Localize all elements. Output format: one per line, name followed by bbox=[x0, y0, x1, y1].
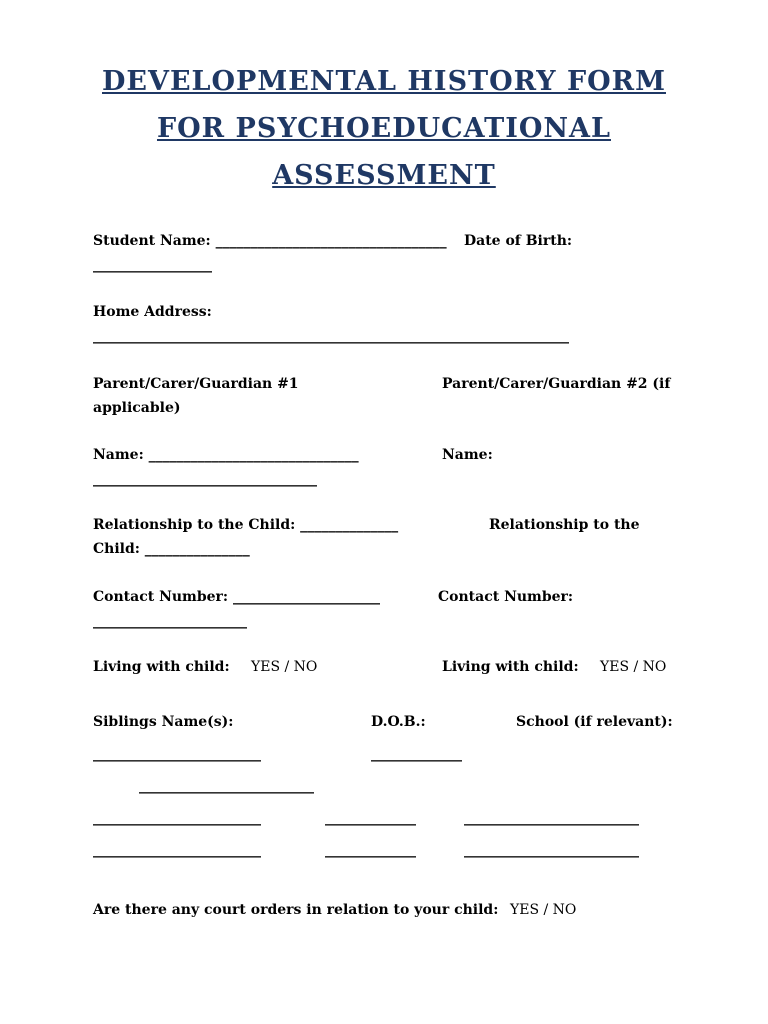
sibling-3-dob-field[interactable]: _____________ bbox=[325, 842, 416, 858]
sibling-2-school-field[interactable]: _________________________ bbox=[464, 810, 639, 826]
parent-1-name-field[interactable]: Name: ______________________________ bbox=[93, 447, 359, 463]
sibling-2-name-field[interactable]: ________________________ bbox=[93, 810, 261, 826]
parent-2-heading-cont: applicable) bbox=[93, 400, 181, 416]
student-name-field[interactable]: Student Name: _________________________________ bbox=[93, 233, 447, 249]
sibling-1-name-field[interactable]: ________________________ bbox=[93, 746, 261, 762]
home-address-field[interactable]: ____________________________________________________________________ bbox=[93, 328, 569, 344]
sibling-1-dob-field[interactable]: _____________ bbox=[371, 746, 462, 762]
date-of-birth-label: Date of Birth: bbox=[464, 233, 573, 249]
parent-1-living-yes-no[interactable]: YES / NO bbox=[251, 659, 318, 675]
home-address-label: Home Address: bbox=[93, 304, 212, 320]
form-title-line-3: ASSESSMENT bbox=[272, 160, 496, 191]
form-title-line-1: DEVELOPMENTAL HISTORY FORM bbox=[102, 66, 666, 97]
parent-2-relationship-field[interactable]: Child: _______________ bbox=[93, 541, 250, 557]
siblings-school-header: School (if relevant): bbox=[516, 714, 673, 730]
siblings-dob-header: D.O.B.: bbox=[371, 714, 426, 730]
parent-2-living-label: Living with child: bbox=[442, 659, 579, 675]
parent-1-living-label: Living with child: bbox=[93, 659, 230, 675]
parent-2-living-yes-no[interactable]: YES / NO bbox=[600, 659, 667, 675]
parent-2-relationship-label: Relationship to the bbox=[489, 517, 640, 533]
sibling-1-school-field[interactable]: _________________________ bbox=[139, 778, 314, 794]
parent-2-heading: Parent/Carer/Guardian #2 (if bbox=[442, 376, 671, 392]
court-orders-yes-no[interactable]: YES / NO bbox=[510, 902, 577, 918]
parent-2-name-label: Name: bbox=[442, 447, 493, 463]
form-title-line-2: FOR PSYCHOEDUCATIONAL bbox=[156, 113, 611, 144]
sibling-2-dob-field[interactable]: _____________ bbox=[325, 810, 416, 826]
date-of-birth-field[interactable]: _________________ bbox=[93, 257, 212, 273]
parent-2-contact-label: Contact Number: bbox=[438, 589, 574, 605]
sibling-3-name-field[interactable]: ________________________ bbox=[93, 842, 261, 858]
siblings-name-header: Siblings Name(s): bbox=[93, 714, 234, 730]
parent-2-name-field[interactable]: ________________________________ bbox=[93, 471, 317, 487]
parent-2-contact-field[interactable]: ______________________ bbox=[93, 613, 247, 629]
sibling-3-school-field[interactable]: _________________________ bbox=[464, 842, 639, 858]
parent-1-relationship-field[interactable]: Relationship to the Child: ______________ bbox=[93, 517, 399, 533]
parent-1-contact-field[interactable]: Contact Number: _____________________ bbox=[93, 589, 380, 605]
parent-1-heading: Parent/Carer/Guardian #1 bbox=[93, 376, 299, 392]
court-orders-question: Are there any court orders in relation to your child: bbox=[93, 902, 499, 918]
